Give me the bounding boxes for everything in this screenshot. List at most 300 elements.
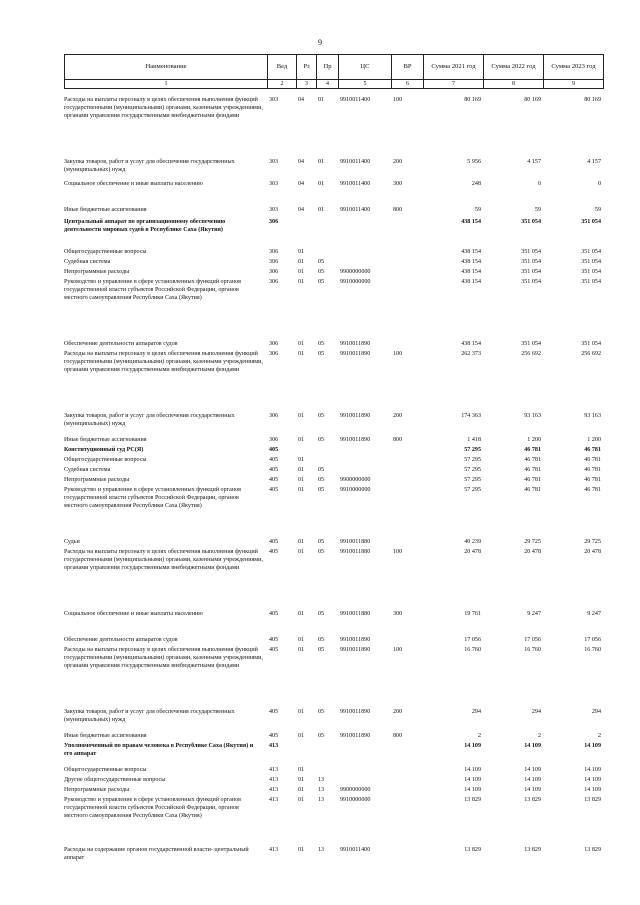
column-number: 1 xyxy=(65,80,268,89)
row-sum-2021: 16 760 xyxy=(464,647,481,653)
row-ved: 405 xyxy=(269,539,279,545)
row-name: Непрограммные расходы xyxy=(64,477,130,483)
row-rz: 01 xyxy=(298,279,305,285)
row-ved: 306 xyxy=(269,437,279,443)
row-cs: 9910000000 xyxy=(340,487,371,493)
row-sum-2023: 46 781 xyxy=(584,447,601,453)
row-rz: 01 xyxy=(298,647,305,653)
row-vr: 200 xyxy=(393,159,403,165)
row-vr xyxy=(391,218,423,248)
row-sum-2021: 20 478 xyxy=(464,549,481,555)
row-vr: 300 xyxy=(393,181,403,187)
row-vr xyxy=(391,248,423,258)
row-pr: 01 xyxy=(318,181,325,187)
row-cs xyxy=(338,742,391,766)
row-sum-2023: 351 054 xyxy=(581,341,601,347)
row-sum-2021: 174 363 xyxy=(461,413,481,419)
row-ved: 306 xyxy=(269,351,279,357)
row-sum-2021: 14 109 xyxy=(464,777,481,783)
row-cs: 9910011400 xyxy=(340,97,371,103)
row-name: Центральный аппарат по организационному обеспечению деятельности мировых судей в Республике Саха (Якутия) xyxy=(64,219,226,233)
row-cs: 9900000000 xyxy=(340,269,371,275)
row-cs: 9910011400 xyxy=(340,181,371,187)
row-sum-2022: 13 829 xyxy=(524,847,541,853)
row-rz: 01 xyxy=(298,269,305,275)
row-cs: 9900000000 xyxy=(340,477,371,483)
row-vr xyxy=(391,786,423,796)
row-cs: 9910011890 xyxy=(340,437,371,443)
row-ved: 303 xyxy=(269,159,279,165)
row-sum-2021: 19 761 xyxy=(464,611,481,617)
row-name: Судебная система xyxy=(64,259,111,265)
row-sum-2022: 294 xyxy=(531,709,541,715)
row-pr: 01 xyxy=(318,159,325,165)
row-pr xyxy=(316,456,338,466)
row-sum-2023: 0 xyxy=(597,181,601,187)
row-ved: 405 xyxy=(269,647,279,653)
row-pr: 05 xyxy=(318,647,325,653)
row-pr: 05 xyxy=(318,341,325,347)
row-cs: 9910011890 xyxy=(340,341,371,347)
header-name: Наименование xyxy=(65,55,268,80)
row-sum-2021: 438 154 xyxy=(461,279,481,285)
row-name: Непрограммные расходы xyxy=(64,269,130,275)
table-row xyxy=(64,180,603,206)
row-rz: 01 xyxy=(298,797,305,803)
row-cs: 9910011890 xyxy=(340,733,371,739)
table-row xyxy=(64,846,603,866)
table-row xyxy=(64,248,603,258)
row-pr: 05 xyxy=(318,437,325,443)
header-sum-2022: Сумма 2022 год xyxy=(484,55,544,80)
table-row xyxy=(64,732,603,742)
row-sum-2021: 57 295 xyxy=(464,477,481,483)
row-sum-2023: 351 054 xyxy=(581,259,601,265)
row-vr: 100 xyxy=(393,647,403,653)
row-rz: 01 xyxy=(298,847,305,853)
table-row xyxy=(64,636,603,646)
row-sum-2022: 46 781 xyxy=(524,447,541,453)
row-cs: 9910000000 xyxy=(340,279,371,285)
column-number: 3 xyxy=(297,80,317,89)
row-name: Обеспечение деятельности аппаратов судов xyxy=(64,341,178,347)
row-vr: 800 xyxy=(393,437,403,443)
row-rz: 04 xyxy=(298,159,305,165)
row-sum-2021: 2 xyxy=(477,733,481,739)
table-row xyxy=(64,206,603,218)
row-sum-2023: 351 054 xyxy=(581,219,601,225)
row-cs xyxy=(338,248,391,258)
row-cs xyxy=(338,218,391,248)
row-sum-2022: 80 169 xyxy=(524,97,541,103)
row-rz: 01 xyxy=(298,637,305,643)
row-pr: 05 xyxy=(318,279,325,285)
row-rz: 01 xyxy=(298,259,305,265)
row-ved: 306 xyxy=(269,279,279,285)
table-row xyxy=(64,538,603,548)
table-row xyxy=(64,646,603,708)
row-name: Руководство и управление в сфере установленных функций органов государственной власти субъектов Российской Федерации, органов местного самоуправления Республики Саха (Якутия) xyxy=(64,487,242,509)
row-cs: 9910000000 xyxy=(340,797,371,803)
row-vr xyxy=(391,636,423,646)
row-name: Общегосударственные вопросы xyxy=(64,767,147,773)
table-row xyxy=(64,776,603,786)
row-pr: 01 xyxy=(318,207,325,213)
row-sum-2021: 14 109 xyxy=(464,767,481,773)
row-sum-2022: 351 054 xyxy=(521,219,541,225)
row-vr xyxy=(391,776,423,786)
row-pr: 05 xyxy=(318,611,325,617)
header-vr: ВР xyxy=(392,55,424,80)
table-row xyxy=(64,466,603,476)
row-ved: 405 xyxy=(269,733,279,739)
row-sum-2023: 351 054 xyxy=(581,249,601,255)
row-vr: 800 xyxy=(393,207,403,213)
row-rz xyxy=(296,742,316,766)
row-sum-2022: 59 xyxy=(534,207,541,213)
row-sum-2022: 20 478 xyxy=(524,549,541,555)
table-row xyxy=(64,158,603,180)
table-row xyxy=(64,218,603,248)
header-rz: Рз xyxy=(297,55,317,80)
row-name: Социальное обеспечение и иные выплаты населению xyxy=(64,611,203,617)
row-pr: 13 xyxy=(318,787,325,793)
row-cs xyxy=(338,258,391,268)
row-name: Расходы на выплаты персоналу в целях обеспечения выполнения функций государственными (муниципальными) органами, казенными учреждениями, органами управления государственными внебюджетными фондами xyxy=(64,647,263,669)
table-row xyxy=(64,548,603,610)
row-sum-2022: 1 200 xyxy=(527,437,541,443)
table-header xyxy=(64,54,604,89)
row-sum-2023: 16 760 xyxy=(584,647,601,653)
row-name: Другие общегосударственные вопросы xyxy=(64,777,166,783)
row-sum-2022: 14 109 xyxy=(524,787,541,793)
row-sum-2022: 351 054 xyxy=(521,269,541,275)
header-ved: Вед xyxy=(268,55,297,80)
table-row xyxy=(64,766,603,776)
row-name: Судебная система xyxy=(64,467,111,473)
column-number: 7 xyxy=(424,80,484,89)
row-sum-2023: 59 xyxy=(594,207,601,213)
row-pr xyxy=(316,446,338,456)
row-name: Закупка товаров, работ и услуг для обеспечения государственных (муниципальных) нужд xyxy=(64,413,235,427)
row-vr xyxy=(391,742,423,766)
row-name: Конституционный суд РС(Я) xyxy=(64,447,144,453)
row-sum-2022: 16 760 xyxy=(524,647,541,653)
row-ved: 405 xyxy=(269,549,279,555)
row-ved: 405 xyxy=(269,637,279,643)
row-sum-2022: 17 056 xyxy=(524,637,541,643)
row-sum-2021: 57 295 xyxy=(464,457,481,463)
row-vr xyxy=(391,476,423,486)
table-row xyxy=(64,350,603,412)
row-cs xyxy=(338,776,391,786)
row-sum-2021: 13 829 xyxy=(464,847,481,853)
row-cs: 9910011880 xyxy=(340,549,371,555)
row-sum-2023: 351 054 xyxy=(581,279,601,285)
row-name: Расходы на содержание органов государственной власти- центральный аппарат xyxy=(64,847,249,861)
table-row xyxy=(64,456,603,466)
row-sum-2023: 46 781 xyxy=(584,487,601,493)
row-sum-2022: 13 829 xyxy=(524,797,541,803)
row-pr: 13 xyxy=(318,777,325,783)
row-ved: 303 xyxy=(269,207,279,213)
table-row xyxy=(64,412,603,436)
row-ved: 405 xyxy=(269,487,279,493)
row-rz xyxy=(296,446,316,456)
row-ved: 303 xyxy=(269,97,279,103)
row-pr xyxy=(316,742,338,766)
row-rz: 01 xyxy=(298,413,305,419)
row-sum-2022: 351 054 xyxy=(521,259,541,265)
row-sum-2023: 294 xyxy=(591,709,601,715)
row-name: Руководство и управление в сфере установленных функций органов государственной власти субъектов Российской Федерации, органов местного самоуправления Республики Саха (Якутия) xyxy=(64,797,242,819)
row-pr: 05 xyxy=(318,351,325,357)
row-sum-2021: 438 154 xyxy=(461,269,481,275)
row-rz: 01 xyxy=(298,249,305,255)
row-sum-2022: 4 157 xyxy=(527,159,541,165)
row-sum-2023: 17 056 xyxy=(584,637,601,643)
row-sum-2021: 40 239 xyxy=(464,539,481,545)
table-row xyxy=(64,258,603,268)
row-rz: 01 xyxy=(298,477,305,483)
row-pr xyxy=(316,218,338,248)
row-pr: 05 xyxy=(318,467,325,473)
row-vr: 300 xyxy=(393,611,403,617)
row-ved: 413 xyxy=(269,847,279,853)
row-vr: 200 xyxy=(393,413,403,419)
row-sum-2023: 29 725 xyxy=(584,539,601,545)
row-ved: 413 xyxy=(269,777,279,783)
row-ved: 306 xyxy=(269,219,279,225)
row-sum-2023: 2 xyxy=(597,733,601,739)
row-ved: 306 xyxy=(269,269,279,275)
budget-table xyxy=(64,96,603,866)
table-row xyxy=(64,96,603,158)
row-sum-2021: 17 056 xyxy=(464,637,481,643)
row-sum-2023: 14 109 xyxy=(584,787,601,793)
row-name: Общегосударственные вопросы xyxy=(64,249,147,255)
table-row xyxy=(64,486,603,538)
row-sum-2023: 1 200 xyxy=(587,437,601,443)
row-pr: 01 xyxy=(318,97,325,103)
row-sum-2023: 256 692 xyxy=(581,351,601,357)
row-sum-2022: 29 725 xyxy=(524,539,541,545)
row-sum-2022: 46 781 xyxy=(524,477,541,483)
row-cs: 9910011890 xyxy=(340,351,371,357)
row-name: Социальное обеспечение и иные выплаты населению xyxy=(64,181,203,187)
row-sum-2022: 351 054 xyxy=(521,341,541,347)
row-sum-2022: 9 247 xyxy=(527,611,541,617)
row-rz: 01 xyxy=(298,487,305,493)
row-pr: 05 xyxy=(318,637,325,643)
row-sum-2021: 438 154 xyxy=(461,219,481,225)
row-sum-2023: 14 109 xyxy=(584,777,601,783)
row-rz xyxy=(296,218,316,248)
row-vr xyxy=(391,466,423,476)
row-ved: 405 xyxy=(269,709,279,715)
table-row xyxy=(64,742,603,766)
column-number: 9 xyxy=(544,80,604,89)
row-ved: 413 xyxy=(269,767,279,773)
column-number: 6 xyxy=(392,80,424,89)
row-cs xyxy=(338,766,391,776)
row-rz: 01 xyxy=(298,777,305,783)
row-vr xyxy=(391,268,423,278)
row-vr: 100 xyxy=(393,351,403,357)
row-sum-2022: 351 054 xyxy=(521,249,541,255)
row-rz: 01 xyxy=(298,611,305,617)
row-ved: 405 xyxy=(269,457,279,463)
row-cs: 9910011890 xyxy=(340,709,371,715)
table-row xyxy=(64,268,603,278)
page-number: 9 xyxy=(318,38,322,47)
row-name: Расходы на выплаты персоналу в целях обеспечения выполнения функций государственными (муниципальными) органами, казенными учреждениями, органами управления государственными внебюджетными фондами xyxy=(64,351,263,373)
row-vr xyxy=(391,486,423,538)
row-ved: 306 xyxy=(269,413,279,419)
row-sum-2023: 4 157 xyxy=(587,159,601,165)
row-sum-2023: 93 163 xyxy=(584,413,601,419)
row-sum-2023: 14 109 xyxy=(584,767,601,773)
row-pr: 05 xyxy=(318,487,325,493)
row-sum-2022: 93 163 xyxy=(524,413,541,419)
row-pr: 05 xyxy=(318,733,325,739)
row-sum-2022: 46 781 xyxy=(524,457,541,463)
table-row xyxy=(64,786,603,796)
row-sum-2023: 351 054 xyxy=(581,269,601,275)
row-rz: 01 xyxy=(298,351,305,357)
table-row xyxy=(64,436,603,446)
row-rz: 04 xyxy=(298,97,305,103)
row-sum-2022: 0 xyxy=(537,181,541,187)
row-ved: 306 xyxy=(269,259,279,265)
row-sum-2022: 14 109 xyxy=(524,767,541,773)
row-sum-2022: 351 054 xyxy=(521,279,541,285)
row-vr xyxy=(391,446,423,456)
row-ved: 306 xyxy=(269,249,279,255)
row-cs: 9910011880 xyxy=(340,539,371,545)
row-rz: 01 xyxy=(298,467,305,473)
row-sum-2022: 256 692 xyxy=(521,351,541,357)
row-rz: 04 xyxy=(298,207,305,213)
row-sum-2021: 438 154 xyxy=(461,249,481,255)
row-sum-2023: 13 829 xyxy=(584,797,601,803)
row-sum-2021: 262 373 xyxy=(461,351,481,357)
row-ved: 405 xyxy=(269,447,279,453)
column-number: 2 xyxy=(268,80,297,89)
row-ved: 405 xyxy=(269,467,279,473)
row-sum-2021: 248 xyxy=(471,181,481,187)
row-sum-2022: 46 781 xyxy=(524,467,541,473)
header-cs: ЦС xyxy=(339,55,392,80)
table-row xyxy=(64,796,603,846)
row-pr: 05 xyxy=(318,259,325,265)
row-cs: 9910011890 xyxy=(340,413,371,419)
row-sum-2022: 46 781 xyxy=(524,487,541,493)
row-sum-2023: 13 829 xyxy=(584,847,601,853)
table-row xyxy=(64,708,603,732)
row-vr: 800 xyxy=(393,733,403,739)
row-sum-2022: 14 109 xyxy=(524,777,541,783)
row-sum-2021: 294 xyxy=(471,709,481,715)
row-ved: 413 xyxy=(269,743,279,749)
row-ved: 413 xyxy=(269,787,279,793)
row-name: Расходы на выплаты персоналу в целях обеспечения выполнения функций государственными (муниципальными) органами, казенными учреждениями, органами управления государственными внебюджетными фондами xyxy=(64,97,263,119)
row-sum-2021: 57 295 xyxy=(464,487,481,493)
row-sum-2023: 46 781 xyxy=(584,457,601,463)
row-name: Расходы на выплаты персоналу в целях обеспечения выполнения функций государственными (муниципальными) органами, казенными учреждениями, органами управления государственными внебюджетными фондами xyxy=(64,549,263,571)
row-rz: 01 xyxy=(298,733,305,739)
row-sum-2023: 46 781 xyxy=(584,477,601,483)
row-sum-2022: 2 xyxy=(537,733,541,739)
row-cs: 9900000000 xyxy=(340,787,371,793)
row-sum-2021: 59 xyxy=(474,207,481,213)
row-cs: 9910011890 xyxy=(340,647,371,653)
row-sum-2021: 13 829 xyxy=(464,797,481,803)
row-name: Руководство и управление в сфере установленных функций органов государственной власти субъектов Российской Федерации, органов местного самоуправления Республики Саха (Якутия) xyxy=(64,279,242,301)
row-vr xyxy=(391,846,423,866)
row-sum-2022: 14 109 xyxy=(524,743,541,749)
row-pr: 05 xyxy=(318,549,325,555)
header-pr: Пр xyxy=(317,55,339,80)
row-vr: 100 xyxy=(393,549,403,555)
row-cs xyxy=(338,446,391,456)
row-sum-2023: 46 781 xyxy=(584,467,601,473)
row-name: Непрограммные расходы xyxy=(64,787,130,793)
row-name: Иные бюджетные ассигнования xyxy=(64,733,147,739)
row-rz: 01 xyxy=(298,787,305,793)
row-sum-2021: 1 418 xyxy=(467,437,481,443)
row-vr xyxy=(391,258,423,268)
row-sum-2023: 80 169 xyxy=(584,97,601,103)
row-rz: 01 xyxy=(298,709,305,715)
row-name: Судьи xyxy=(64,539,80,545)
row-rz: 01 xyxy=(298,767,305,773)
row-ved: 405 xyxy=(269,477,279,483)
row-rz: 01 xyxy=(298,549,305,555)
row-pr xyxy=(316,766,338,776)
row-pr: 05 xyxy=(318,269,325,275)
row-name: Закупка товаров, работ и услуг для обеспечения государственных (муниципальных) нужд xyxy=(64,159,235,173)
table-row xyxy=(64,340,603,350)
table-row xyxy=(64,446,603,456)
row-ved: 303 xyxy=(269,181,279,187)
row-cs: 9910011880 xyxy=(340,611,371,617)
row-sum-2021: 57 295 xyxy=(464,467,481,473)
row-sum-2023: 14 109 xyxy=(584,743,601,749)
row-vr xyxy=(391,538,423,548)
row-cs: 9910011400 xyxy=(340,847,371,853)
row-sum-2021: 14 109 xyxy=(464,743,481,749)
row-pr: 05 xyxy=(318,477,325,483)
row-pr: 05 xyxy=(318,413,325,419)
column-number: 8 xyxy=(484,80,544,89)
row-cs xyxy=(338,456,391,466)
table-row xyxy=(64,610,603,636)
row-name: Обеспечение деятельности аппаратов судов xyxy=(64,637,178,643)
row-sum-2023: 9 247 xyxy=(587,611,601,617)
row-sum-2021: 57 295 xyxy=(464,447,481,453)
row-vr: 200 xyxy=(393,709,403,715)
header-sum-2021: Сумма 2021 год xyxy=(424,55,484,80)
row-pr: 05 xyxy=(318,709,325,715)
row-cs xyxy=(338,466,391,476)
row-sum-2021: 14 109 xyxy=(464,787,481,793)
header-sum-2023: Сумма 2023 год xyxy=(544,55,604,80)
row-ved: 306 xyxy=(269,341,279,347)
column-number: 4 xyxy=(317,80,339,89)
column-number: 5 xyxy=(339,80,392,89)
row-sum-2021: 438 154 xyxy=(461,259,481,265)
